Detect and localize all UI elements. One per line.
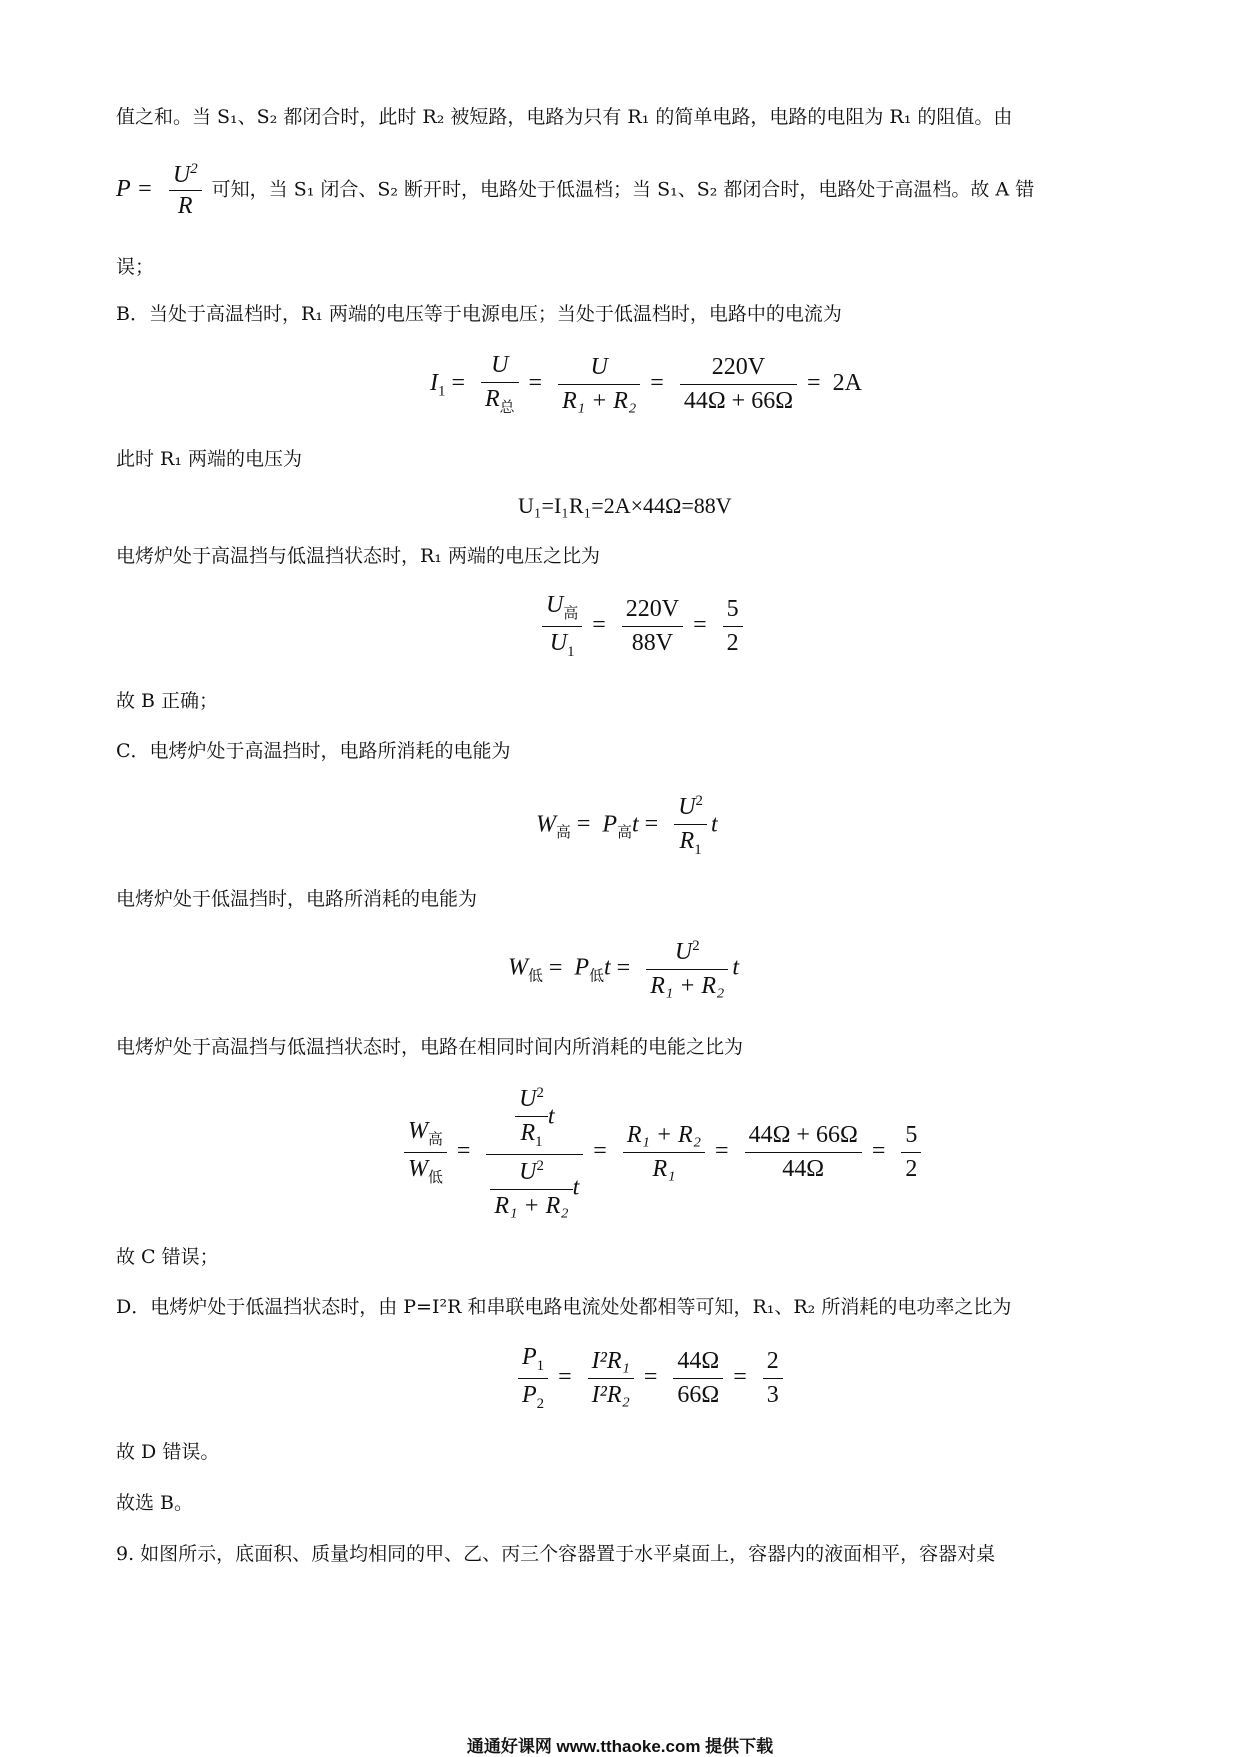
equation-power-ratio: $\frac{P_1}{P_2}$ = $\frac{\text{I²R₁}}{\text{I²R₂}}$ = $\frac{44\Omega}{66\Omega}$ = $\frac{2}{3}$	[514, 1344, 787, 1413]
formula-power: P = $\frac{U^2}{R}$	[116, 176, 212, 202]
option-c-text: C．电烤炉处于高温挡时，电路所消耗的电能为	[116, 740, 511, 762]
equation-energy-high: $W_高 = P_高t$ = $\frac{U^2}{R_1}$ t	[536, 793, 718, 858]
equation-voltage: U₁=I₁R₁=2A×44Ω=88V	[518, 493, 732, 518]
question-9: 9. 如图所示，底面积、质量均相同的甲、乙、丙三个容器置于水平桌面上，容器内的液面相平，容器对桌	[116, 1543, 996, 1565]
paragraph-line: 此时 R₁ 两端的电压为	[116, 448, 303, 470]
option-b-text: B．当处于高温档时，R₁ 两端的电压等于电源电压；当处于低温档时，电路中的电流为	[116, 303, 842, 325]
equation-energy-ratio: $\frac{W_高}{W_低}$ = $\frac{U^2}{R_1}$ t $\frac{U^2}{\text{R₁ + R₂}}$ t = $\frac{\text{R₁ + R₂}}{\text{R₁}}$ = $\frac{44\Omega + 66\Omega}{44\Omega}$ = $\frac{5}{2}$	[400, 1085, 925, 1220]
equation-energy-low: $W_低 = P_低t$ = $\frac{U^2}{\text{R₁ + R₂}}$ t	[508, 938, 740, 999]
equation-voltage-ratio: $\frac{U_高}{U_1}$ = $\frac{220V}{88V}$ = $\frac{5}{2}$	[538, 592, 747, 661]
paragraph-line: 故 C 错误；	[116, 1246, 219, 1268]
footer-credit: 通通好课网 www.tthaoke.com 提供下载	[466, 1737, 774, 1756]
paragraph-line: 故 B 正确；	[116, 690, 219, 712]
paragraph-line: 电烤炉处于低温挡时，电路所消耗的电能为	[116, 888, 478, 910]
option-d-text: D．电烤炉处于低温挡状态时，由 P=I²R 和串联电路电流处处都相等可知，R₁、R₂ 所消耗的电功率之比为	[116, 1296, 1012, 1318]
paragraph-line: 值之和。当 S₁、S₂ 都闭合时，此时 R₂ 被短路，电路为只有 R₁ 的简单电路，电路的电阻为 R₁ 的阻值。由	[116, 106, 1013, 128]
answer-line: 故选 B。	[116, 1492, 194, 1514]
paragraph-line: 故 D 错误。	[116, 1441, 220, 1463]
equation-current: $I_1$ = $\frac{U}{R_总}$ = $\frac{U}{\text{R₁ + R₂}}$ = $\frac{220V}{44\Omega + 66\Omega}$ = 2A	[430, 352, 862, 416]
paragraph-line: 电烤炉处于高温挡与低温挡状态时，R₁ 两端的电压之比为	[116, 545, 600, 567]
paragraph-text: 可知，当 S₁ 闭合、S₂ 断开时，电路处于低温档；当 S₁、S₂ 都闭合时，电路处于高温档。故 A 错	[211, 178, 1035, 201]
paragraph-line: 电烤炉处于高温挡与低温挡状态时，电路在相同时间内所消耗的电能之比为	[116, 1036, 744, 1058]
paragraph-line: 误；	[116, 256, 155, 278]
formula-line	[116, 162, 1034, 218]
